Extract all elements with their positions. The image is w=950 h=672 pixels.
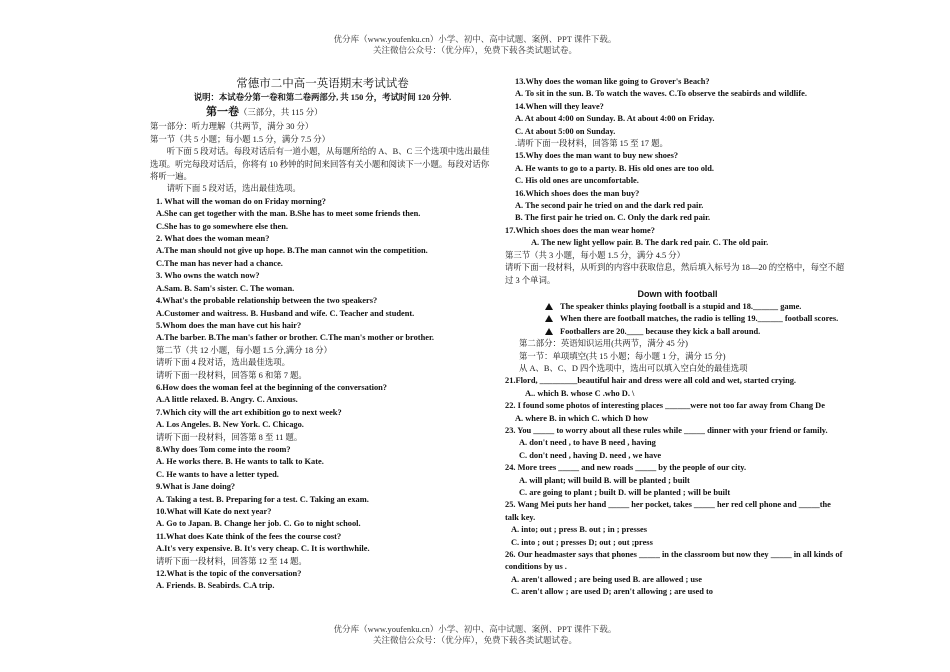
- question: 22. I found some photos of interesting places ______were not too far away from Chang De: [505, 401, 825, 411]
- options: A. where B. in which C. which D how: [515, 413, 649, 423]
- options: C. into ; out ; presses D; out ; out ;press: [511, 537, 653, 547]
- question: 24. More trees _____ and new roads _____ by the people of our city.: [505, 463, 747, 473]
- question: 15.Why does the man want to buy new shoes?: [515, 151, 679, 161]
- question: 21.Flord, _________beautiful hair and dress were all cold and wet, started crying.: [505, 376, 797, 386]
- page-footer: [0, 624, 950, 646]
- options: A. He works there. B. He wants to talk to Kate.: [156, 457, 324, 467]
- footer-line-1: 优分库（www.youfenku.cn）小学、初中、高中试题、案例、PPT 课件下载。: [333, 624, 617, 634]
- options: C. At about 5:00 on Sunday.: [515, 126, 616, 136]
- bullet-text: When there are football matches, the radio is telling 19.______ football scores.: [560, 314, 839, 324]
- question: 23. You _____ to worry about all these rules while _____ dinner with your friend or family.: [505, 425, 828, 435]
- question: 11.What does Kate think of the fees the course cost?: [156, 531, 342, 541]
- triangle-bullet-icon: [545, 303, 553, 310]
- options: A. To sit in the sun. B. To watch the waves. C.To observe the seabirds and wildlife.: [515, 89, 807, 99]
- bullet-text: Footballers are 20.____ because they kick a ball around.: [560, 326, 761, 336]
- exam-title: 常德市二中高一英语期末考试试卷: [236, 78, 409, 90]
- section-heading: [150, 104, 495, 121]
- left-column: [150, 76, 495, 593]
- options: A. The new light yellow pair. B. The dark red pair. C. The old pair.: [531, 238, 769, 248]
- footer-line-2: 关注微信公众号：（优分库），免费下载各类试题试卷。: [372, 635, 577, 645]
- question: 8.Why does Tom come into the room?: [156, 444, 291, 454]
- text-line: 请听下面一段材料，从听到的内容中获取信息，然后填入标号为 18—20 的空格中，每空不超: [505, 263, 845, 273]
- options: C. He wants to have a letter typed.: [156, 469, 279, 479]
- options: C.She has to go somewhere else then.: [156, 221, 288, 231]
- text-line: 将听一遍。: [150, 172, 192, 182]
- text-line: 请听下面一段材料，回答第 8 至 11 题。: [156, 432, 303, 442]
- bullet-text: The speaker thinks playing football is a stupid and 18.______ game.: [560, 301, 802, 311]
- text-line: 第一部分：听力理解（共两节，满分 30 分）: [150, 122, 314, 132]
- question: 26. Our headmaster says that phones _____ in the classroom but now they _____ in all kinds of: [505, 550, 843, 560]
- header-line-2: 关注微信公众号：（优分库），免费下载各类试题试卷。: [372, 45, 577, 55]
- header-line-1: 优分库（www.youfenku.cn）小学、初中、高中试题、案例、PPT 课件下载。: [333, 34, 617, 44]
- text-line: 第二部分：英语知识运用(共两节，满分 45 分): [519, 339, 688, 349]
- question: 16.Which shoes does the man buy?: [515, 188, 640, 198]
- bullet-item: [505, 326, 850, 338]
- text-line: 请听下面 5 段对话，选出最佳选项。: [150, 184, 301, 194]
- question: 3. Who owns the watch now?: [156, 271, 260, 281]
- question: 6.How does the woman feel at the beginning of the conversation?: [156, 382, 387, 392]
- text-line: .请听下面一段材料，回答第 15 至 17 题。: [515, 139, 668, 149]
- bullet-item: [505, 313, 850, 325]
- question: 14.When will they leave?: [515, 101, 604, 111]
- bullet-item: [505, 301, 850, 313]
- question: conditions by us .: [505, 562, 567, 572]
- options: C. don't need , having D. need , we have: [519, 450, 662, 460]
- options: A. Los Angeles. B. New York. C. Chicago.: [156, 420, 304, 430]
- exam-note: 说明：本试卷分第一卷和第二卷两部分, 共 150 分，考试时间 120 分钟.: [193, 93, 452, 102]
- right-column: [505, 76, 850, 599]
- question: 5.Whom does the man have cut his hair?: [156, 320, 302, 330]
- options: A. Friends. B. Seabirds. C.A trip.: [156, 581, 275, 591]
- options: A. Taking a test. B. Preparing for a test. C. Taking an exam.: [156, 494, 369, 504]
- text-line: 从 A、B、C、D 四个选项中，选出可以填入空白处的最佳选项: [519, 363, 748, 373]
- question: 10.What will Kate do next year?: [156, 507, 272, 516]
- options: A.Customer and waitress. B. Husband and wife. C. Teacher and student.: [156, 308, 415, 318]
- text-line: 选项。听完每段对话后，你将有 10 秒钟的时间来回答有关小题和阅读下一小题。每段对话你: [150, 159, 490, 169]
- options: A.The barber. B.The man's father or brother. C.The man's mother or brother.: [156, 333, 435, 343]
- question: 25. Wang Mei puts her hand _____ her pocket, takes _____ her red cell phone and _____the: [505, 500, 831, 510]
- options: A. into; out ; press B. out ; in ; presses: [511, 525, 648, 535]
- question: 12.What is the topic of the conversation?: [156, 569, 302, 579]
- options: C. His old ones are uncomfortable.: [515, 176, 639, 186]
- options: B. The first pair he tried on. C. Only the dark red pair.: [515, 213, 711, 223]
- options: A. The second pair he tried on and the dark red pair.: [515, 201, 704, 211]
- options: A. At about 4:00 on Sunday. B. At about 4:00 on Friday.: [515, 114, 715, 124]
- options: A.Sam. B. Sam's sister. C. The woman.: [156, 283, 295, 293]
- passage-title: Down with football: [637, 288, 718, 299]
- options: C.The man has never had a chance.: [156, 258, 283, 268]
- options: A. will plant; will build B. will be planted ; built: [519, 475, 690, 485]
- options: A.It's very expensive. B. It's very cheap. C. It is worthwhile.: [156, 544, 370, 554]
- options: A. aren't allowed ; are being used B. are allowed ; use: [511, 574, 702, 584]
- text-line: 过 3 个单词。: [505, 275, 556, 285]
- question: 1. What will the woman do on Friday morning?: [156, 196, 326, 206]
- options: A.A little relaxed. B. Angry. C. Anxious.: [156, 395, 298, 405]
- text-line: 请听下面一段材料，回答第 12 至 14 题。: [156, 556, 307, 566]
- text-line: 第一节：单项填空(共 15 小题；每小题 1 分，满分 15 分): [519, 351, 726, 361]
- page-header: [0, 34, 950, 56]
- question: 13.Why does the woman like going to Grover's Beach?: [515, 77, 710, 86]
- text-line: 请听下面 4 段对话，选出最佳选项。: [156, 358, 290, 368]
- question: 7.Which city will the art exhibition go to next week?: [156, 407, 342, 417]
- question: 2. What does the woman mean?: [156, 234, 270, 244]
- text-line: 听下面 5 段对话。每段对话后有一道小题，从每题所给的 A、B、C 三个选项中选出最佳: [150, 147, 490, 157]
- text-line: 第一节（共 5 小题；每小题 1.5 分，满分 7.5 分）: [150, 134, 331, 144]
- options: A.She can get together with the man. B.She has to meet some friends then.: [156, 209, 421, 219]
- question: 9.What is Jane doing?: [156, 482, 236, 492]
- triangle-bullet-icon: [545, 328, 553, 335]
- section-title: 第一卷: [206, 106, 239, 119]
- options: A. don't need , to have B need , having: [519, 438, 656, 448]
- question: 17.Which shoes does the man wear home?: [505, 225, 655, 235]
- question: 4.What's the probable relationship between the two speakers?: [156, 296, 378, 306]
- options: A.The man should not give up hope. B.The man cannot win the competition.: [156, 246, 428, 256]
- options: A.. which B. whose C .who D. \: [525, 388, 635, 398]
- options: A. He wants to go to a party. B. His old ones are too old.: [515, 163, 714, 173]
- options: A. Go to Japan. B. Change her job. C. Go to night school.: [156, 519, 361, 529]
- options: C. aren't allow ; are used D; aren't allowing ; are used to: [511, 587, 713, 597]
- text-line: 请听下面一段材料，回答第 6 和第 7 题。: [156, 370, 307, 380]
- text-line: 第三节（共 3 小题，每小题 1.5 分，满分 4.5 分）: [505, 250, 686, 260]
- question: talk key.: [505, 512, 536, 522]
- text-line: 第二节（共 12 小题，每小题 1.5 分,满分 18 分）: [156, 345, 332, 355]
- options: C. are going to plant ; built D. will be planted ; will be built: [519, 488, 731, 497]
- triangle-bullet-icon: [545, 315, 553, 322]
- section-subtitle: （三部分，共 115 分）: [239, 108, 323, 118]
